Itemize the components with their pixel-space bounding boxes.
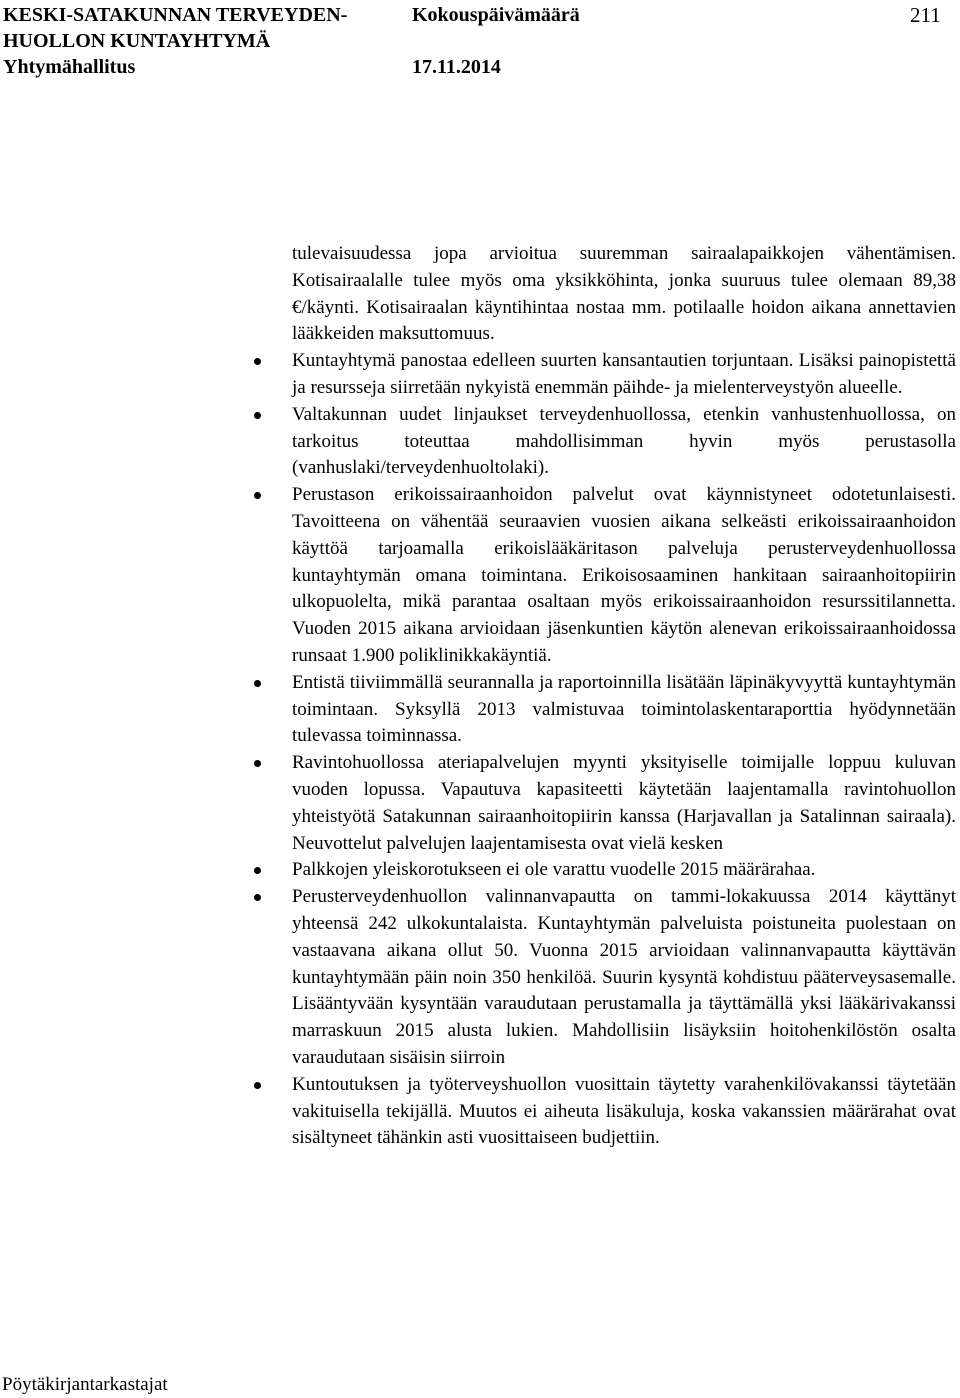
- bullet-text: Palkkojen yleiskorotukseen ei ole varattu vuodelle 2015 määrärahaa.: [292, 859, 816, 881]
- bullet-icon: [254, 867, 261, 874]
- bullet-item: [292, 348, 956, 402]
- bullet-icon: [254, 894, 261, 901]
- bullet-icon: [254, 1082, 261, 1089]
- bullet-item: [292, 1072, 956, 1152]
- bullet-text: Kuntoutuksen ja työterveyshuollon vuosittain täytetty varahenkilövakanssi täytetään vakituisella tekijällä. Muutos ei aiheuta lisäkuluja, koska vakanssien määrärahat ovat sisältyneet tähänkin asti vuosittaiseen budjettiin.: [292, 1073, 956, 1149]
- bullet-item: [292, 670, 956, 750]
- continuation-paragraph: tulevaisuudessa jopa arvioitua suuremman sairaalapaikkojen vähentämisen. Kotisairaalalle tulee myös oma yksikköhinta, jonka suuruus tulee olemaan 89,38 €/käynti. Kotisairaalan käyntihintaa nostaa mm. potilaalle hoidon aikana annettavien lääkkeiden maksuttomuus.: [292, 243, 956, 345]
- footer-signatories-label: Pöytäkirjantarkastajat: [2, 1374, 168, 1395]
- bullet-text: Ravintohuollossa ateriapalvelujen myynti yksityiselle toimijalle loppuu kuluvan vuoden lopussa. Vapautuva kapasiteetti käytetään laajentamalla ravintohuollon yhteistyötä Satakunnan sairaanhoitopiirin kanssa (Harjavallan ja Satalinnan sairaala). Neuvottelut palvelujen laajentamisesta ovat vielä kesken: [292, 752, 956, 854]
- bullet-icon: [254, 760, 261, 767]
- header-meeting-date: 17.11.2014: [412, 56, 501, 78]
- bullet-item: [292, 884, 956, 1072]
- bullet-icon: [254, 492, 261, 499]
- main-content: [292, 241, 956, 1152]
- header-body-name: Yhtymähallitus: [3, 56, 136, 78]
- org-line-1: KESKI-SATAKUNNAN TERVEYDEN-: [3, 4, 348, 26]
- bullet-item: [292, 482, 956, 670]
- header-organization: [3, 2, 347, 54]
- bullet-icon: [254, 680, 261, 687]
- page-number: 211: [910, 3, 941, 27]
- org-line-2: HUOLLON KUNTAYHTYMÄ: [3, 30, 271, 52]
- bullet-icon: [254, 412, 261, 419]
- bullet-item: [292, 857, 956, 884]
- bullet-list: [292, 348, 956, 1152]
- bullet-item: [292, 750, 956, 857]
- bullet-text: Perustason erikoissairaanhoidon palvelut ovat käynnistyneet odotetunlaisesti. Tavoitteena on vähentää seuraavien vuosien aikana selkeästi erikoissairaanhoidon käyttöä tarjoamalla erikoislääkäritason palveluja perusterveydenhuollossa kuntayhtymän omana toimintana. Erikoisosaaminen hankitaan sairaanhoitopiirin ulkopuolelta, mikä parantaa osaltaan myös erikoissairaanhoidon resurssitilannetta. Vuoden 2015 aikana arvioidaan jäsenkuntien käytön alenevan erikoissairaanhoidossa runsaat 1.900 poliklinikkakäyntiä.: [292, 484, 956, 666]
- bullet-text: Valtakunnan uudet linjaukset terveydenhuollossa, etenkin vanhustenhuollossa, on tarkoitus toteuttaa mahdollisimman hyvin myös perustasolla (vanhuslaki/terveydenhuoltolaki).: [292, 403, 956, 479]
- bullet-icon: [254, 358, 261, 365]
- bullet-item: [292, 402, 956, 482]
- header-doc-title: Kokouspäivämäärä: [412, 4, 580, 26]
- bullet-text: Perusterveydenhuollon valinnanvapautta on tammi-lokakuussa 2014 käyttänyt yhteensä 242 ulkokuntalaista. Kuntayhtymän palveluista poistuneita puolestaan on vastaavana aikana ollut 50. Vuonna 2015 arvioidaan valinnanvapautta käyttävän kuntayhtymään päin noin 350 henkilöä. Suurin kysyntä kohdistuu pääterveysasemalle. Lisääntyvään kysyntään varaudutaan perustamalla ja täyttämällä yksi lääkärivakanssi marraskuun 2015 alusta lukien. Mahdollisiin lisäyksiin hoitohenkilöstön osalta varaudutaan sisäisin siirroin: [292, 886, 956, 1068]
- bullet-text: Kuntayhtymä panostaa edelleen suurten kansantautien torjuntaan. Lisäksi painopistettä ja resursseja siirretään nykyistä enemmän päihde- ja mielenterveystyön alueelle.: [292, 350, 956, 398]
- bullet-text: Entistä tiiviimmällä seurannalla ja raportoinnilla lisätään läpinäkyvyyttä kuntayhtymän toimintaan. Syksyllä 2013 valmistuvaa toimintolaskentaraporttia hyödynnetään tulevassa toiminnassa.: [292, 671, 956, 747]
